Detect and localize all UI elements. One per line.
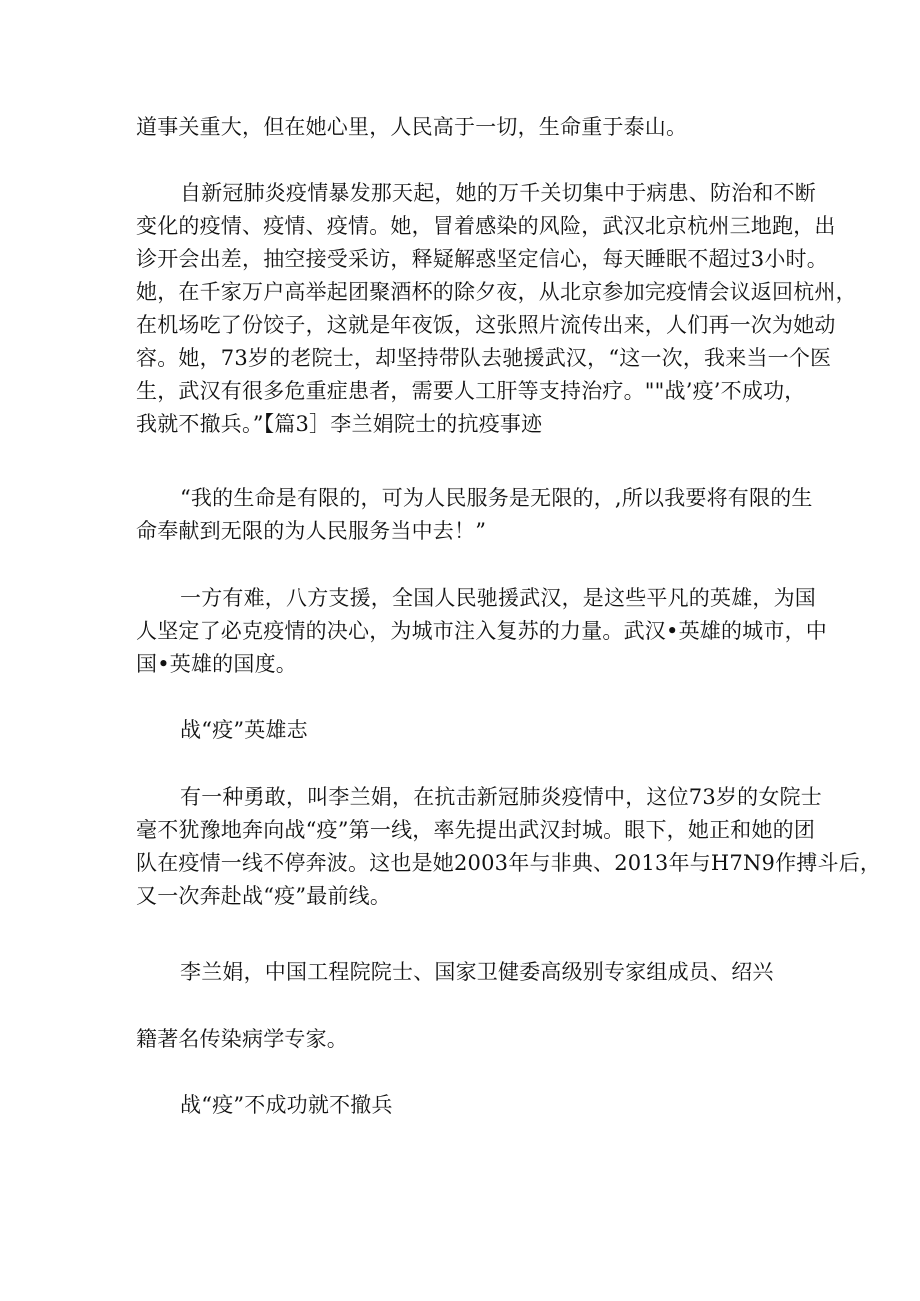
text-line: 有一种勇敢，叫李兰娟，在抗击新冠肺炎疫情中，这位73岁的女院士	[180, 785, 822, 809]
text-line: 命奉献到无限的为人民服务当中去！”	[136, 519, 487, 543]
text-line: 我就不撤兵。”【篇3］李兰娟院士的抗疫事迹	[136, 412, 543, 436]
text-line: 诊开会出差，抽空接受采访，释疑解惑坚定信心，每天睡眠不超过3小时。	[136, 247, 828, 271]
text-line: 李兰娟，中国工程院院士、国家卫健委高级别专家组成员、绍兴	[180, 960, 774, 984]
text-line: 人坚定了必克疫情的决心，为城市注入复苏的力量。武汉•英雄的城市，中	[136, 619, 827, 643]
section-heading: 战“疫”不成功就不撤兵	[180, 1093, 393, 1117]
section-heading: 战“疫”英雄志	[180, 718, 308, 742]
text-line: 容。她，73岁的老院士，却坚持带队去驰援武汉，“这一次，我来当一个医	[136, 346, 832, 370]
text-line: 毫不犹豫地奔向战“疫”第一线，率先提出武汉封城。眼下，她正和她的团	[136, 818, 816, 842]
text-line: 又一次奔赴战“疫”最前线。	[136, 884, 392, 908]
text-line: 生，武汉有很多危重症患者，需要人工肝等支持治疗。""战’疫’不成功，	[136, 379, 806, 403]
text-line: 在机场吃了份饺子，这就是年夜饭，这张照片流传出来，人们再一次为她动	[136, 313, 836, 337]
text-line: 籍著名传染病学专家。	[136, 1027, 348, 1051]
text-line: 她，在千家万户高举起团聚酒杯的除夕夜，从北京参加完疫情会议返回杭州，	[136, 280, 857, 304]
text-line: 变化的疫情、疫情、疫情。她，冒着感染的风险，武汉北京杭州三地跑，出	[136, 214, 836, 238]
text-line: 队在疫情一线不停奔波。这也是她2003年与非典、2013年与H7N9作搏斗后，	[136, 851, 882, 875]
text-line: 一方有难，八方支援，全国人民驰援武汉，是这些平凡的英雄，为国	[180, 586, 816, 610]
text-line: “我的生命是有限的，可为人民服务是无限的，,所以我要将有限的生	[180, 486, 813, 510]
text-line: 国•英雄的国度。	[136, 652, 297, 676]
text-line: 道事关重大，但在她心里，人民高于一切，生命重于泰山。	[136, 115, 688, 139]
text-line: 自新冠肺炎疫情暴发那天起，她的万千关切集中于病患、防治和不断	[180, 181, 816, 205]
